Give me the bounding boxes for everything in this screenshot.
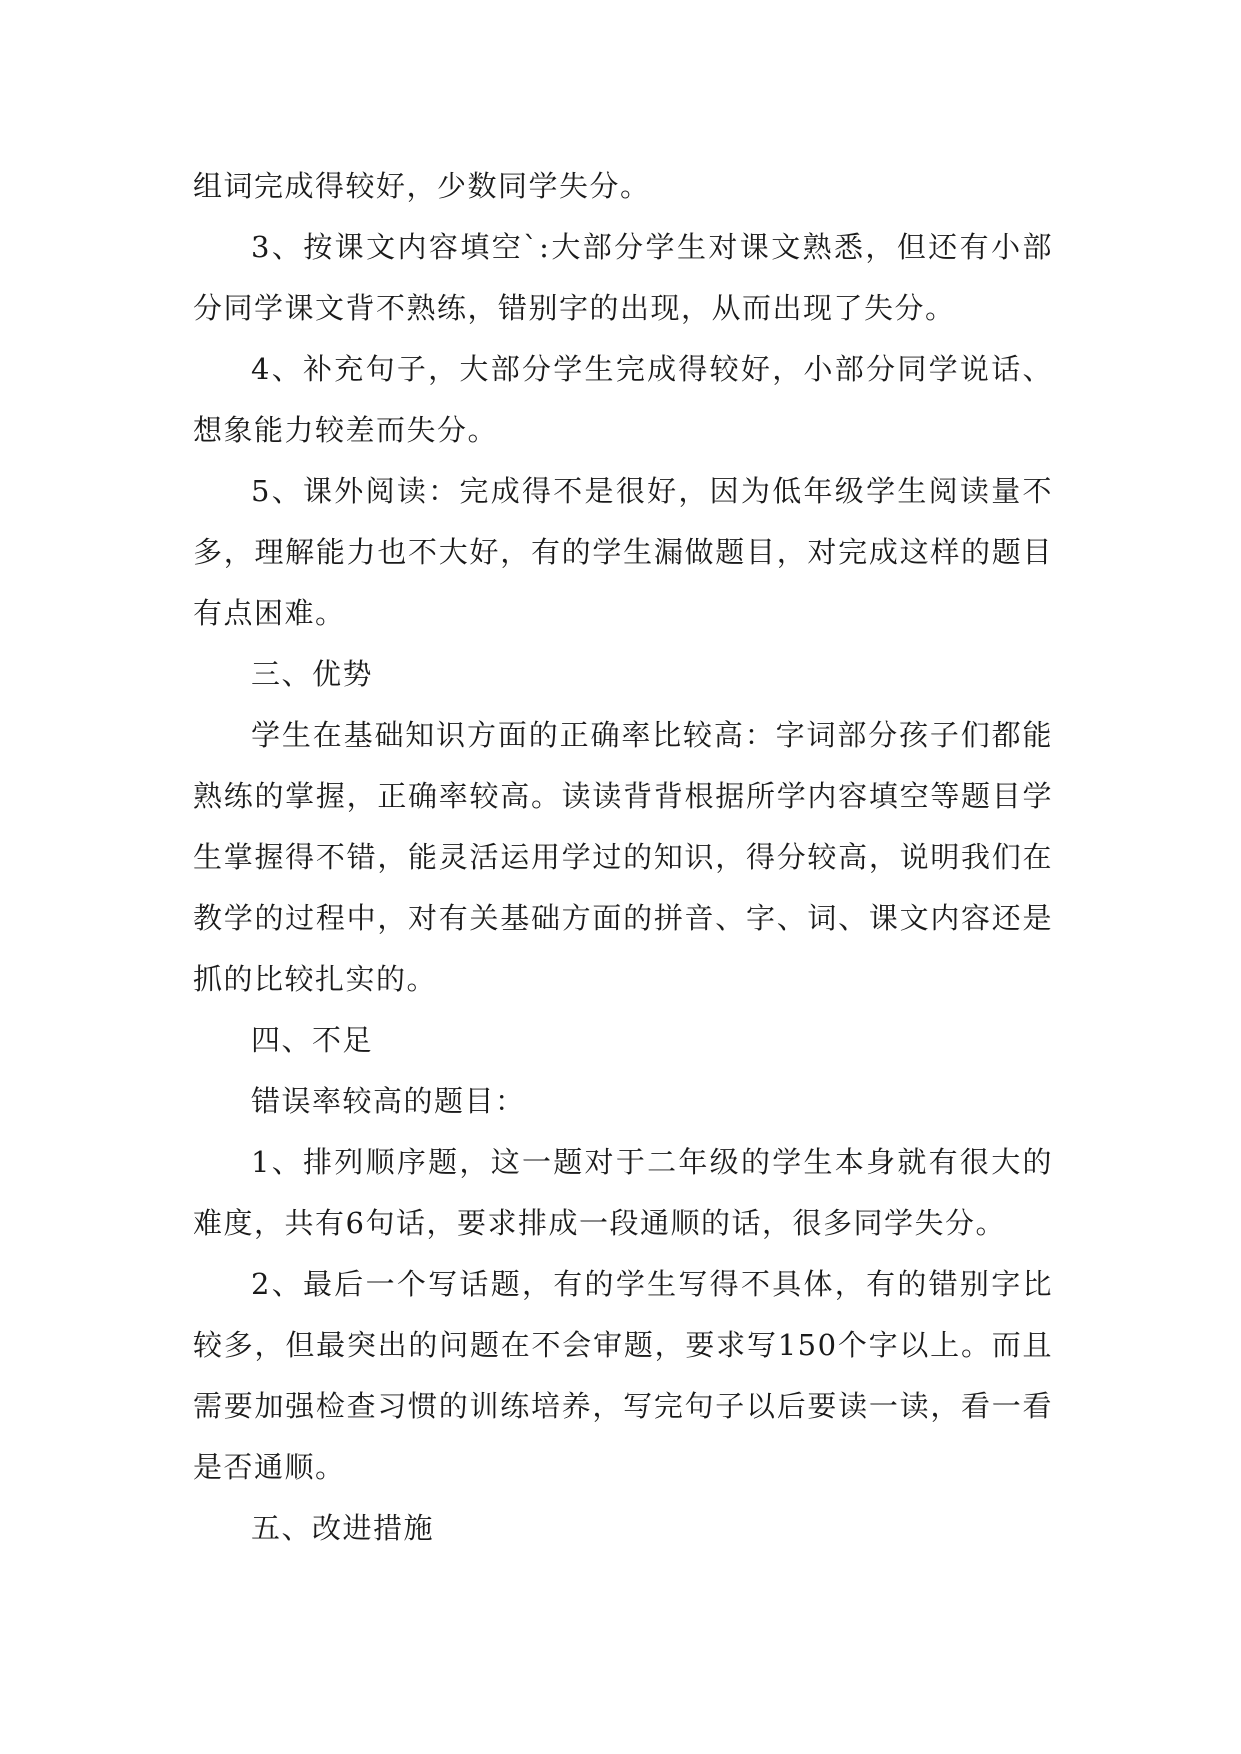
paragraph-item-3: 3、按课文内容填空`:大部分学生对课文熟悉，但还有小部分同学课文背不熟练，错别字的出现，从而出现了失分。 <box>193 230 1053 325</box>
paragraph-item-4: 4、补充句子，大部分学生完成得较好，小部分同学说话、想象能力较差而失分。 <box>193 352 1053 447</box>
section-heading-shortcomings: 四、不足 <box>251 1023 374 1057</box>
paragraph-error-intro: 错误率较高的题目： <box>251 1084 526 1118</box>
paragraph-advantages: 学生在基础知识方面的正确率比较高：字词部分孩子们都能熟练的掌握，正确率较高。读读背背根据所学内容填空等题目学生掌握得不错，能灵活运用学过的知识，得分较高，说明我们在教学的过程中，对有关基础方面的拼音、字、词、课文内容还是抓的比较扎实的。 <box>193 718 1053 996</box>
paragraph-continuation: 组词完成得较好，少数同学失分。 <box>193 169 651 203</box>
section-heading-improvements: 五、改进措施 <box>251 1511 435 1545</box>
section-heading-advantages: 三、优势 <box>251 657 374 691</box>
paragraph-item-5: 5、课外阅读：完成得不是很好，因为低年级学生阅读量不多，理解能力也不大好，有的学生漏做题目，对完成这样的题目有点困难。 <box>193 474 1053 630</box>
document-page <box>193 156 1053 1559</box>
paragraph-shortcoming-1: 1、排列顺序题，这一题对于二年级的学生本身就有很大的难度，共有6句话，要求排成一段通顺的话，很多同学失分。 <box>193 1145 1053 1240</box>
paragraph-shortcoming-2: 2、最后一个写话题，有的学生写得不具体，有的错别字比较多，但最突出的问题在不会审题，要求写150个字以上。而且需要加强检查习惯的训练培养，写完句子以后要读一读，看一看是否通顺。 <box>193 1267 1053 1484</box>
